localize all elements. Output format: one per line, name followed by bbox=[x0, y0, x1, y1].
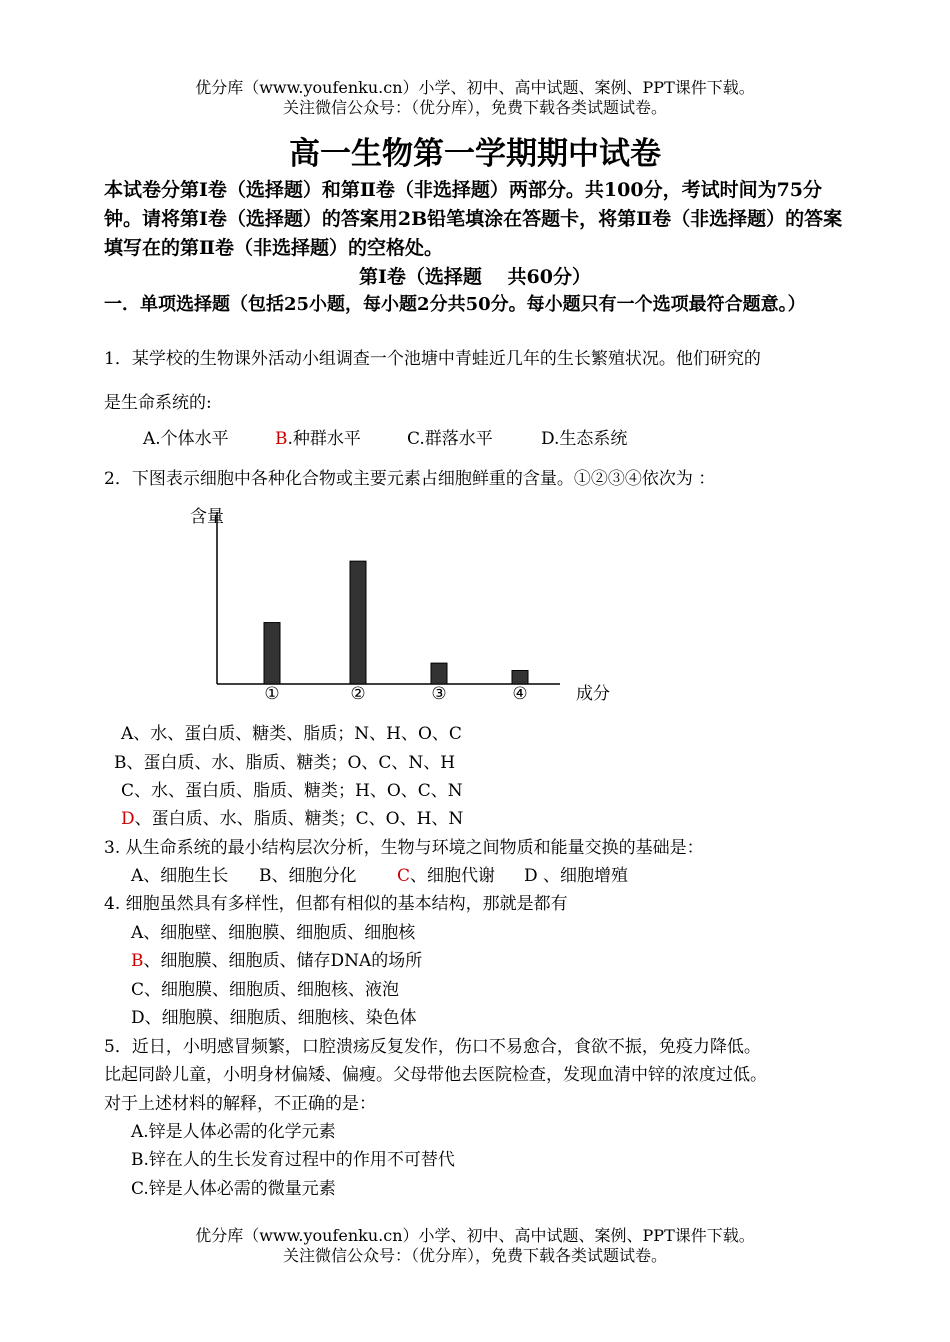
q3-stem: 3. 从生命系统的最小结构层次分析，生物与环境之间物质和能量交换的基础是： bbox=[104, 838, 704, 858]
q1-option-b-letter: B bbox=[275, 429, 288, 449]
q3-option-c-letter: C bbox=[397, 866, 411, 886]
category-labels-group bbox=[264, 684, 527, 704]
q3-option-c-text: 、细胞代谢 bbox=[410, 866, 496, 886]
q4-option-d: D、细胞膜、细胞质、细胞核、染色体 bbox=[131, 1008, 417, 1028]
q4-option-b-text: 、细胞膜、细胞质、储存DNA的场所 bbox=[143, 951, 423, 971]
x-axis-label: 成分 bbox=[576, 684, 610, 704]
q3-option-b: B、细胞分化 bbox=[259, 866, 357, 886]
exam-instructions: 本试卷分第Ⅰ卷（选择题）和第Ⅱ卷（非选择题）两部分。共100分，考试时间为75分钟。请将第Ⅰ卷（选择题）的答案用2B铅笔填涂在答题卡，将第Ⅱ卷（非选择题）的答案填写在的第Ⅱ卷（非选择题）的空格处。 bbox=[104, 179, 843, 259]
category-label-1: ① bbox=[264, 684, 280, 704]
q5-stem-line-1: 5．近日，小明感冒频繁，口腔溃疡反复发作，伤口不易愈合，食欲不振，免疫力降低。 bbox=[104, 1037, 761, 1057]
bar-2 bbox=[350, 561, 366, 684]
footer-line-1: 优分库（www.youfenku.cn）小学、初中、高中试题、案例、PPT课件下载。 bbox=[195, 1226, 755, 1245]
q1-options bbox=[143, 428, 627, 450]
q3-option-c bbox=[397, 865, 524, 887]
part-title: 一．单项选择题（包括25小题，每小题2分共50分。每小题只有一个选项最符合题意。） bbox=[104, 294, 806, 315]
bar-4 bbox=[512, 670, 528, 684]
footer-line-2: 关注微信公众号：（优分库），免费下载各类试题试卷。 bbox=[282, 1246, 667, 1265]
q2-option-b: B、蛋白质、水、脂质、糖类；O、C、N、H bbox=[114, 753, 456, 773]
q2-stem: 2．下图表示细胞中各种化合物或主要元素占细胞鲜重的含量。①②③④依次为 ： bbox=[104, 469, 716, 489]
q2-option-a: A、水、蛋白质、糖类、脂质；N、H、O、C bbox=[121, 724, 462, 744]
q1-option-a: A.个体水平 bbox=[143, 429, 229, 449]
header-line-1: 优分库（www.youfenku.cn）小学、初中、高中试题、案例、PPT课件下载。 bbox=[195, 78, 755, 97]
q1-option-b-text: .种群水平 bbox=[287, 429, 361, 449]
q5-stem-line-3: 对于上述材料的解释，不正确的是： bbox=[104, 1094, 376, 1114]
bars-group bbox=[264, 561, 528, 684]
q3-options bbox=[131, 865, 628, 887]
category-label-4: ④ bbox=[512, 684, 528, 704]
q3-option-d: D 、细胞增殖 bbox=[524, 866, 629, 886]
q1-stem-line-2: 是生命系统的: bbox=[104, 393, 212, 413]
q4-option-b bbox=[131, 950, 422, 972]
q5-stem-line-2: 比起同龄儿童，小明身材偏矮、偏瘦。父母带他去医院检查，发现血清中锌的浓度过低。 bbox=[104, 1065, 767, 1085]
category-label-2: ② bbox=[350, 684, 366, 704]
section-title: 第Ⅰ卷（选择题 共60分） bbox=[359, 266, 591, 288]
q2-option-d-text: 、蛋白质、水、脂质、糖类；C、O、H、N bbox=[134, 809, 464, 829]
q4-stem: 4. 细胞虽然具有多样性，但都有相似的基本结构，那就是都有 bbox=[104, 894, 568, 914]
q4-option-b-letter: B bbox=[131, 951, 144, 971]
bar-3 bbox=[431, 663, 447, 684]
bar-1 bbox=[264, 623, 280, 684]
q4-option-c: C、细胞膜、细胞质、细胞核、液泡 bbox=[131, 980, 400, 1000]
category-label-3: ③ bbox=[431, 684, 447, 704]
q2-option-d-letter: D bbox=[121, 809, 135, 829]
q5-option-a: A.锌是人体必需的化学元素 bbox=[131, 1122, 336, 1142]
y-axis-label: 含量 bbox=[190, 507, 224, 527]
q5-option-c: C.锌是人体必需的微量元素 bbox=[131, 1179, 336, 1199]
q2-option-d bbox=[121, 808, 463, 830]
q2-bar-chart bbox=[180, 500, 630, 710]
q2-option-c: C、水、蛋白质、脂质、糖类；H、O、C、N bbox=[121, 781, 463, 801]
q3-option-a: A、细胞生长 bbox=[131, 866, 229, 886]
q5-option-b: B.锌在人的生长发育过程中的作用不可替代 bbox=[131, 1150, 455, 1170]
q1-option-c: C.群落水平 bbox=[407, 429, 493, 449]
q4-option-a: A、细胞壁、细胞膜、细胞质、细胞核 bbox=[131, 923, 416, 943]
header-line-2: 关注微信公众号：（优分库），免费下载各类试题试卷。 bbox=[282, 98, 667, 117]
q1-option-d: D.生态系统 bbox=[541, 429, 628, 449]
q1-option-b bbox=[275, 428, 407, 450]
page-title: 高一生物第一学期期中试卷 bbox=[289, 136, 661, 172]
q1-stem-line-1: 1．某学校的生物课外活动小组调查一个池塘中青蛙近几年的生长繁殖状况。他们研究的 bbox=[104, 349, 761, 369]
